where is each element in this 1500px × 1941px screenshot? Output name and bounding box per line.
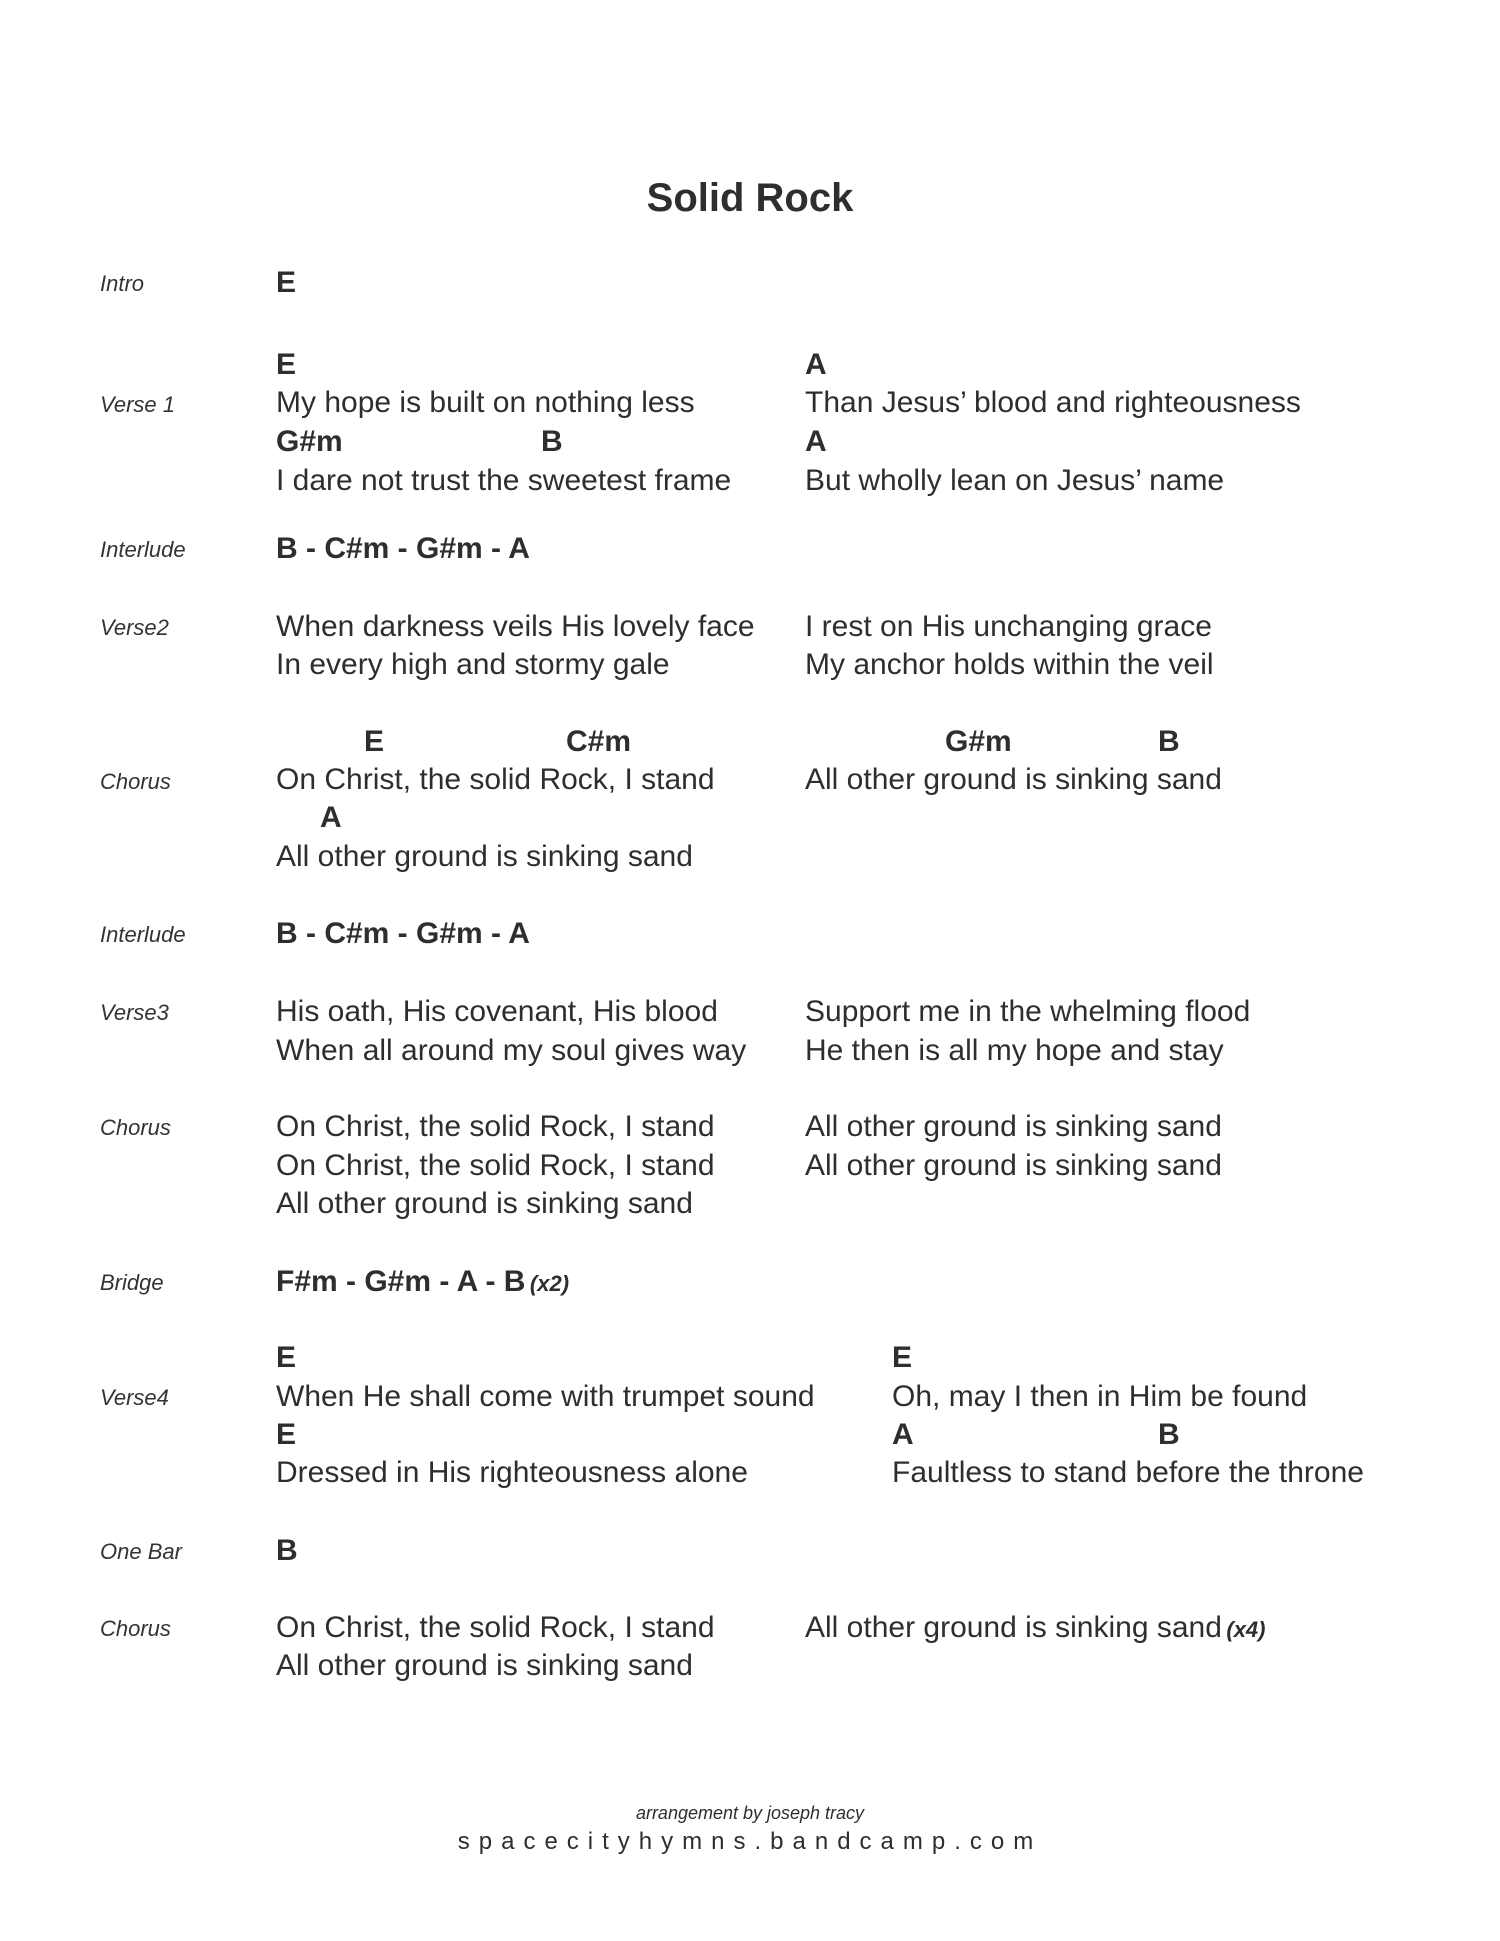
lyric-line: All other ground is sinking sand [276,1649,693,1682]
song-title: Solid Rock [646,176,854,220]
chord: A [805,425,827,458]
chord: B [541,425,563,458]
chord: E [892,1341,913,1374]
chord-progression: B - C#m - G#m - A [276,917,530,950]
repeat-marker: (x2) [529,1271,570,1296]
chord: A [805,348,827,381]
lyric-line: When He shall come with trumpet sound [276,1380,815,1413]
chord: B [1158,1418,1180,1451]
section-label: Chorus [100,1115,171,1140]
lyric-line: I rest on His unchanging grace [805,610,1212,643]
chord-progression: F#m - G#m - A - B [276,1265,526,1298]
lyric-line: All other ground is sinking sand [805,1149,1222,1182]
section-label: One Bar [100,1539,182,1564]
section-label: Verse2 [100,615,169,640]
section-label: Verse3 [100,1000,169,1025]
section-label: Chorus [100,1616,171,1641]
chord: G#m [945,725,1012,758]
lyric-line: All other ground is sinking sand [805,1110,1222,1143]
lyric-line: He then is all my hope and stay [805,1034,1224,1067]
lyric-line: On Christ, the solid Rock, I stand [276,1149,715,1182]
lyric-line: His oath, His covenant, His blood [276,995,718,1028]
chord: E [276,266,297,299]
section-label: Interlude [100,537,186,562]
arrangement-credit: arrangement by joseph tracy [635,1803,865,1823]
lyric-line: When all around my soul gives way [276,1034,747,1067]
lyric-line: I dare not trust the sweetest frame [276,464,732,497]
chord: B [276,1534,298,1567]
chord: B [1158,725,1180,758]
lyric-line: All other ground is sinking sand [805,763,1222,796]
chord-progression: B - C#m - G#m - A [276,532,530,565]
chord: E [276,1418,297,1451]
section-label: Verse 1 [100,392,176,417]
lyric-line: On Christ, the solid Rock, I stand [276,1110,715,1143]
chord: E [364,725,385,758]
chord: G#m [276,425,343,458]
lyric-line: My hope is built on nothing less [276,386,695,419]
bridge-line [276,1263,569,1301]
lyric-line: Dressed in His righteousness alone [276,1456,748,1489]
section-label: Chorus [100,769,171,794]
lyric-line: All other ground is sinking sand [276,1187,693,1220]
lyric-line: All other ground is sinking sand [276,840,693,873]
lyric-line: Oh, may I then in Him be found [892,1380,1308,1413]
section-label: Interlude [100,922,186,947]
section-label: Intro [100,271,145,296]
section-label: Verse4 [100,1385,169,1410]
website-url: spacecityhymns.bandcamp.com [457,1828,1043,1855]
chord: C#m [566,725,632,758]
chord: E [276,1341,297,1374]
lyric-line: In every high and stormy gale [276,648,670,681]
lyric-line: On Christ, the solid Rock, I stand [276,763,715,796]
lyric-line: Faultless to stand before the throne [892,1456,1364,1489]
lyric-line-with-repeat [805,1609,1266,1647]
chord: A [892,1418,914,1451]
lyric-line: On Christ, the solid Rock, I stand [276,1611,715,1644]
chord: E [276,348,297,381]
repeat-marker: (x4) [1226,1617,1266,1642]
section-label: Bridge [100,1270,164,1295]
lyric-line: But wholly lean on Jesus’ name [805,464,1225,497]
chord: A [320,801,342,834]
lyric-line: Support me in the whelming flood [805,995,1251,1028]
lyric-line: When darkness veils His lovely face [276,610,755,643]
lyric-line: Than Jesus’ blood and righteousness [805,386,1301,419]
lyric-line: All other ground is sinking sand [805,1611,1222,1644]
lyric-line: My anchor holds within the veil [805,648,1214,681]
